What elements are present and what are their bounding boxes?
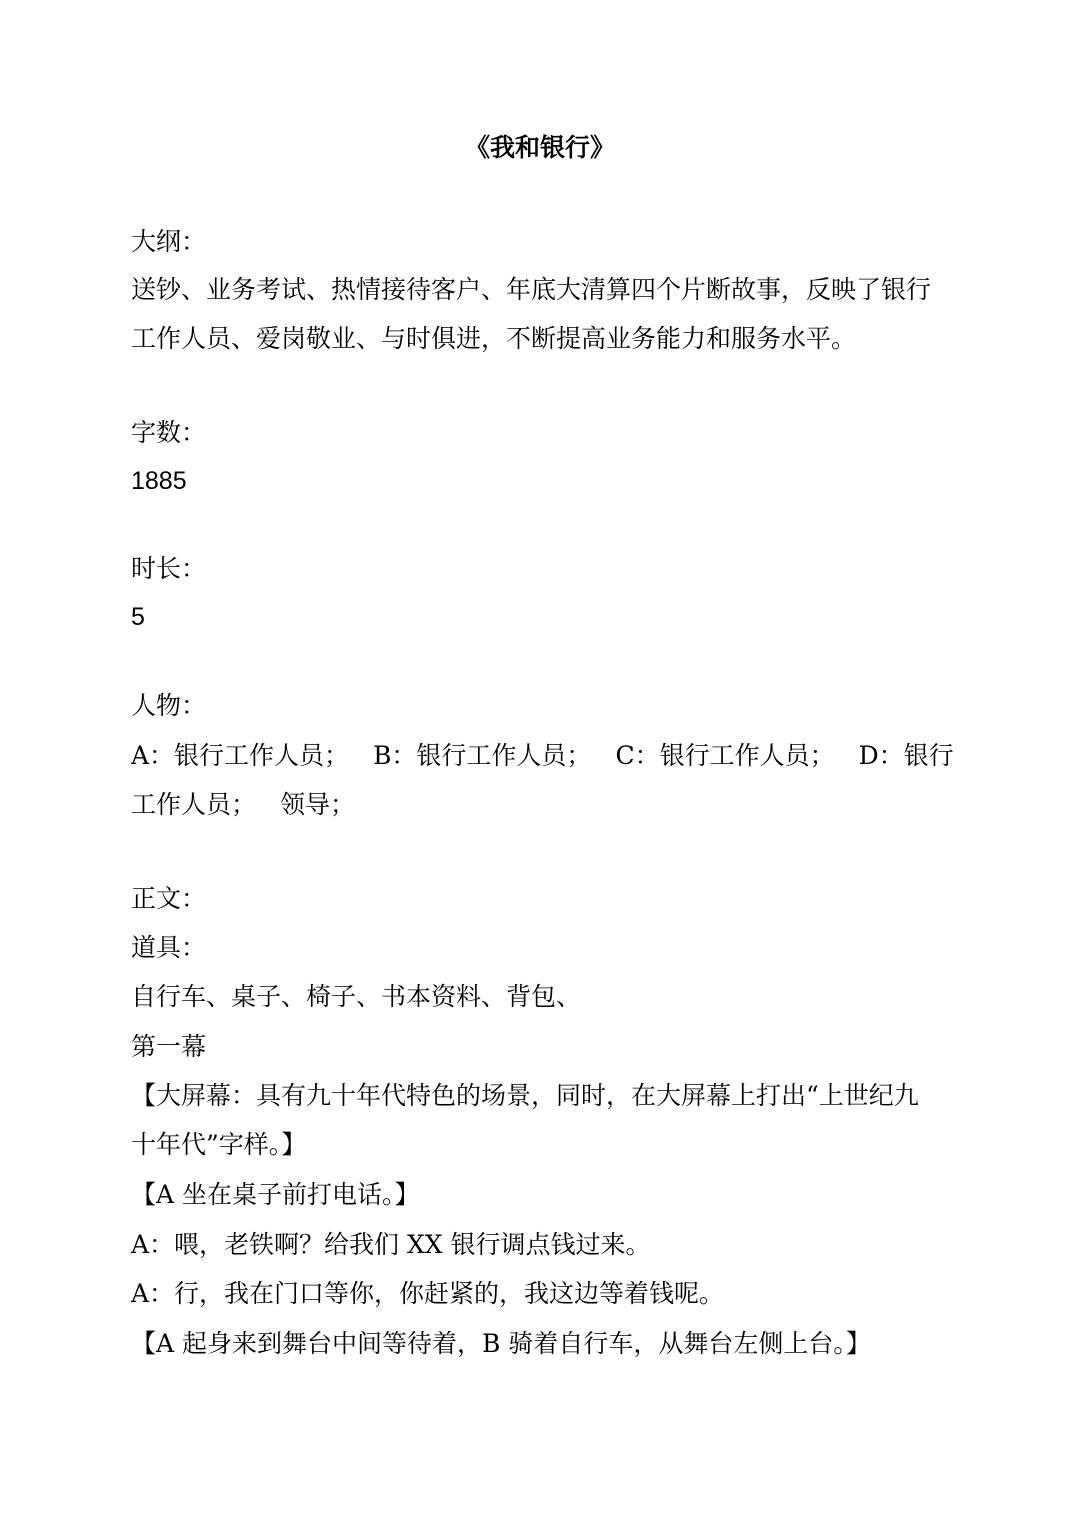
characters-label: 人物： bbox=[131, 691, 207, 720]
body-label: 正文： bbox=[131, 884, 207, 913]
character-c: C：银行工作人员； bbox=[615, 741, 835, 770]
outline-line-2: 工作人员、爱岗敬业、与时俱进，不断提高业务能力和服务水平。 bbox=[131, 324, 857, 353]
duration-value: 5 bbox=[131, 603, 145, 631]
duration-label: 时长： bbox=[131, 554, 207, 583]
character-d-part: D：银行 bbox=[858, 741, 954, 770]
script-line: A：行，我在门口等你，你赶紧的，我这边等着钱呢。 bbox=[131, 1279, 725, 1308]
outline-label: 大纲： bbox=[131, 227, 207, 256]
character-d-rest: 工作人员； bbox=[131, 790, 257, 819]
props-label: 道具： bbox=[131, 933, 207, 962]
word-count-label: 字数： bbox=[131, 418, 207, 447]
script-line: A：喂，老铁啊？给我们 XX 银行调点钱过来。 bbox=[131, 1230, 651, 1259]
character-a: A：银行工作人员； bbox=[131, 741, 350, 770]
character-leader: 领导； bbox=[280, 790, 356, 819]
script-line: 【A 起身来到舞台中间等待着，B 骑着自行车，从舞台左侧上台。】 bbox=[131, 1329, 871, 1358]
outline-line-1: 送钞、业务考试、热情接待客户、年底大清算四个片断故事，反映了银行 bbox=[131, 275, 932, 304]
word-count-value: 1885 bbox=[131, 467, 187, 495]
document-title: 《我和银行》 bbox=[464, 133, 615, 162]
props-list: 自行车、桌子、椅子、书本资料、背包、 bbox=[131, 982, 582, 1011]
characters-line-2 bbox=[131, 785, 355, 825]
act-heading: 第一幕 bbox=[131, 1032, 207, 1061]
script-line: 【大屏幕：具有九十年代特色的场景，同时，在大屏幕上打出“上世纪九 bbox=[131, 1081, 919, 1110]
script-line: 十年代”字样。】 bbox=[131, 1130, 307, 1159]
characters-line-1 bbox=[131, 736, 954, 776]
character-b: B：银行工作人员； bbox=[373, 741, 592, 770]
script-line: 【A 坐在桌子前打电话。】 bbox=[131, 1180, 420, 1209]
